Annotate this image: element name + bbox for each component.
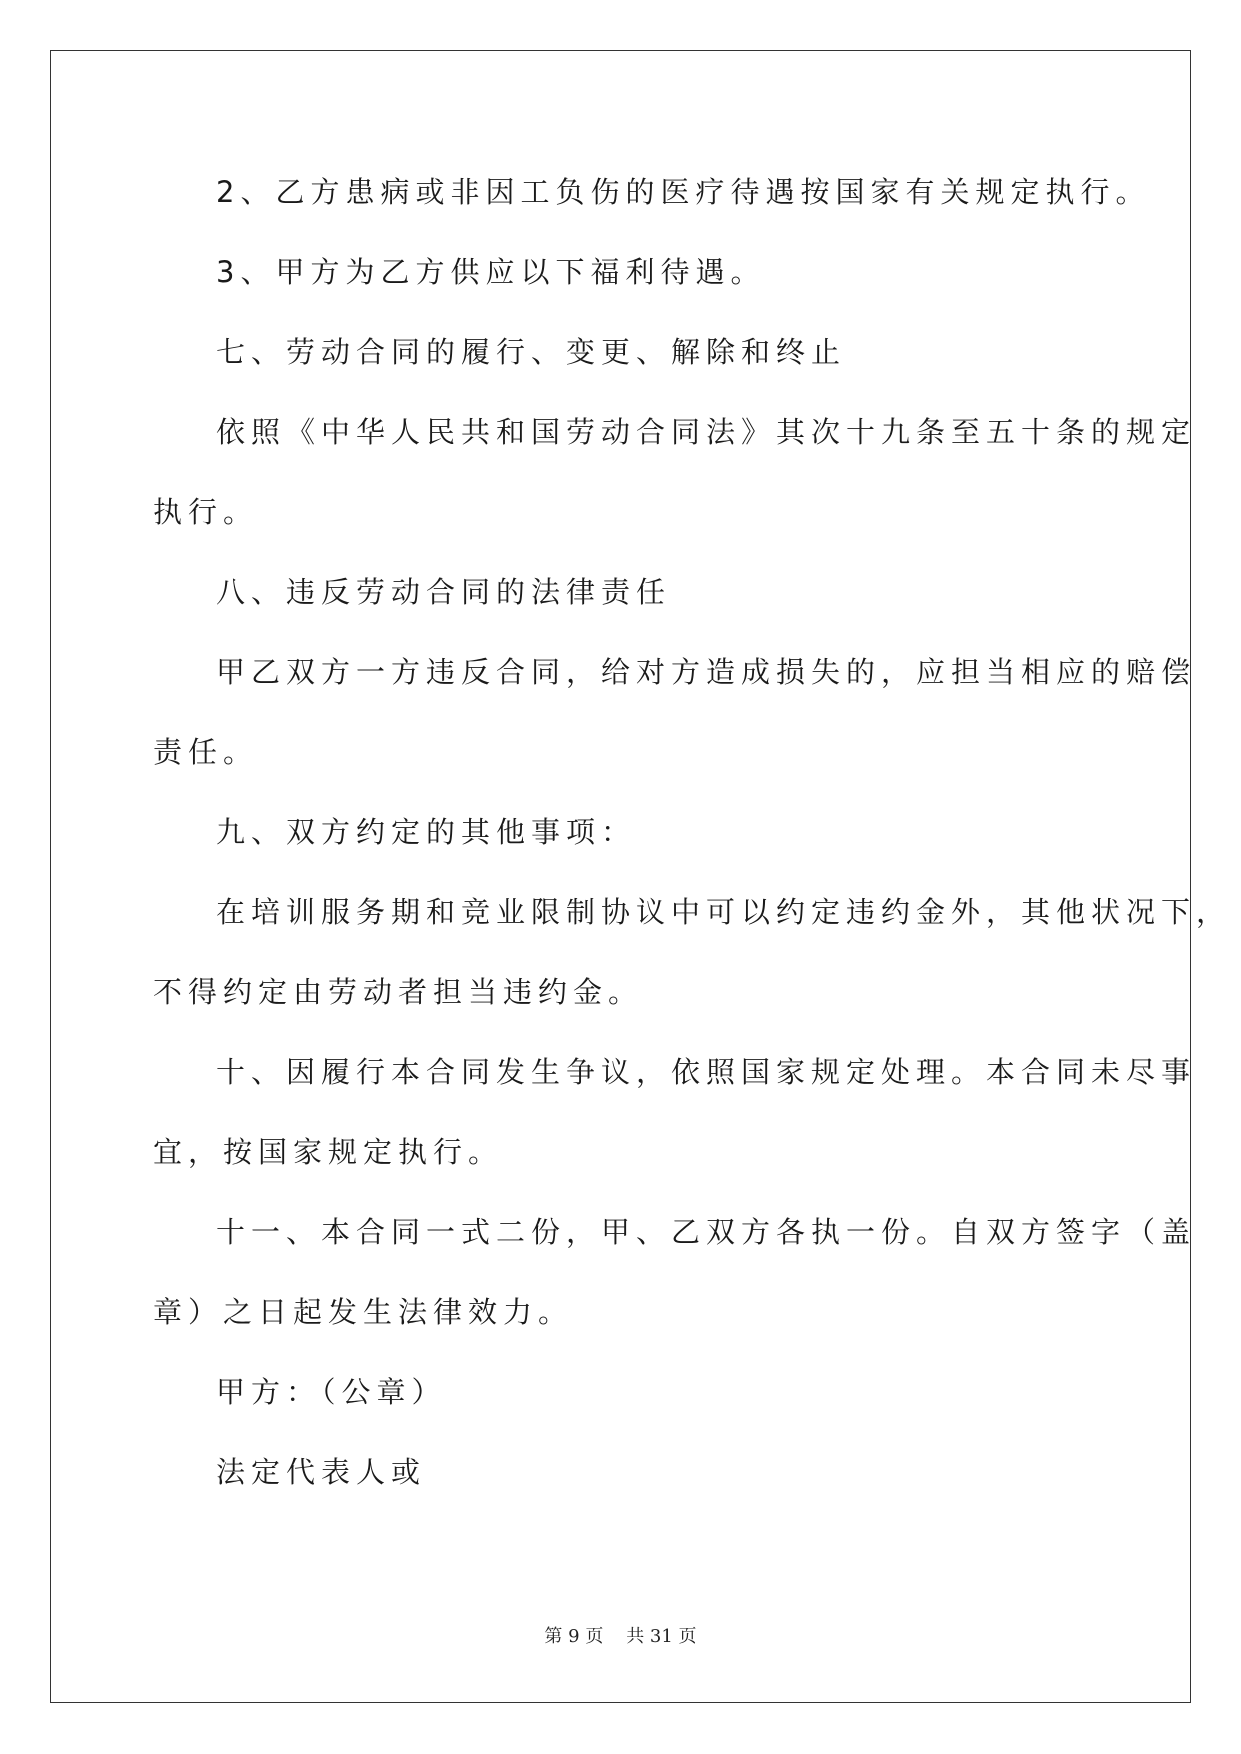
paragraph-line: 宜，按国家规定执行。 <box>153 1135 504 1169</box>
clause-medical-treatment: 2、乙方患病或非因工负伤的医疗待遇按国家有关规定执行。 <box>216 175 1151 209</box>
paragraph-line: 执行。 <box>153 495 259 529</box>
section-heading-seven: 七、劳动合同的履行、变更、解除和终止 <box>216 335 847 369</box>
section-heading-eight: 八、违反劳动合同的法律责任 <box>216 575 672 609</box>
clause-welfare: 3、甲方为乙方供应以下福利待遇。 <box>216 255 766 289</box>
legal-representative-label: 法定代表人或 <box>216 1455 427 1489</box>
paragraph-line: 不得约定由劳动者担当违约金。 <box>153 975 644 1009</box>
section-heading-ten: 十、因履行本合同发生争议，依照国家规定处理。本合同未尽事 <box>216 1055 1197 1089</box>
paragraph-line: 甲乙双方一方违反合同，给对方造成损失的，应担当相应的赔偿 <box>216 655 1197 689</box>
section-heading-eleven: 十一、本合同一式二份，甲、乙双方各执一份。自双方签字（盖 <box>216 1215 1197 1249</box>
section-heading-nine: 九、双方约定的其他事项： <box>216 815 637 849</box>
paragraph-line: 责任。 <box>153 735 259 769</box>
page-footer <box>0 1622 1241 1648</box>
page-number: 第 9 页 共 31 页 <box>544 1626 697 1647</box>
paragraph-line: 依照《中华人民共和国劳动合同法》其次十九条至五十条的规定 <box>216 415 1197 449</box>
party-a-seal-label: 甲方：（公章） <box>216 1375 447 1409</box>
paragraph-line: 章）之日起发生法律效力。 <box>153 1295 574 1329</box>
paragraph-line: 在培训服务期和竞业限制协议中可以约定违约金外，其他状况下， <box>216 895 1232 929</box>
